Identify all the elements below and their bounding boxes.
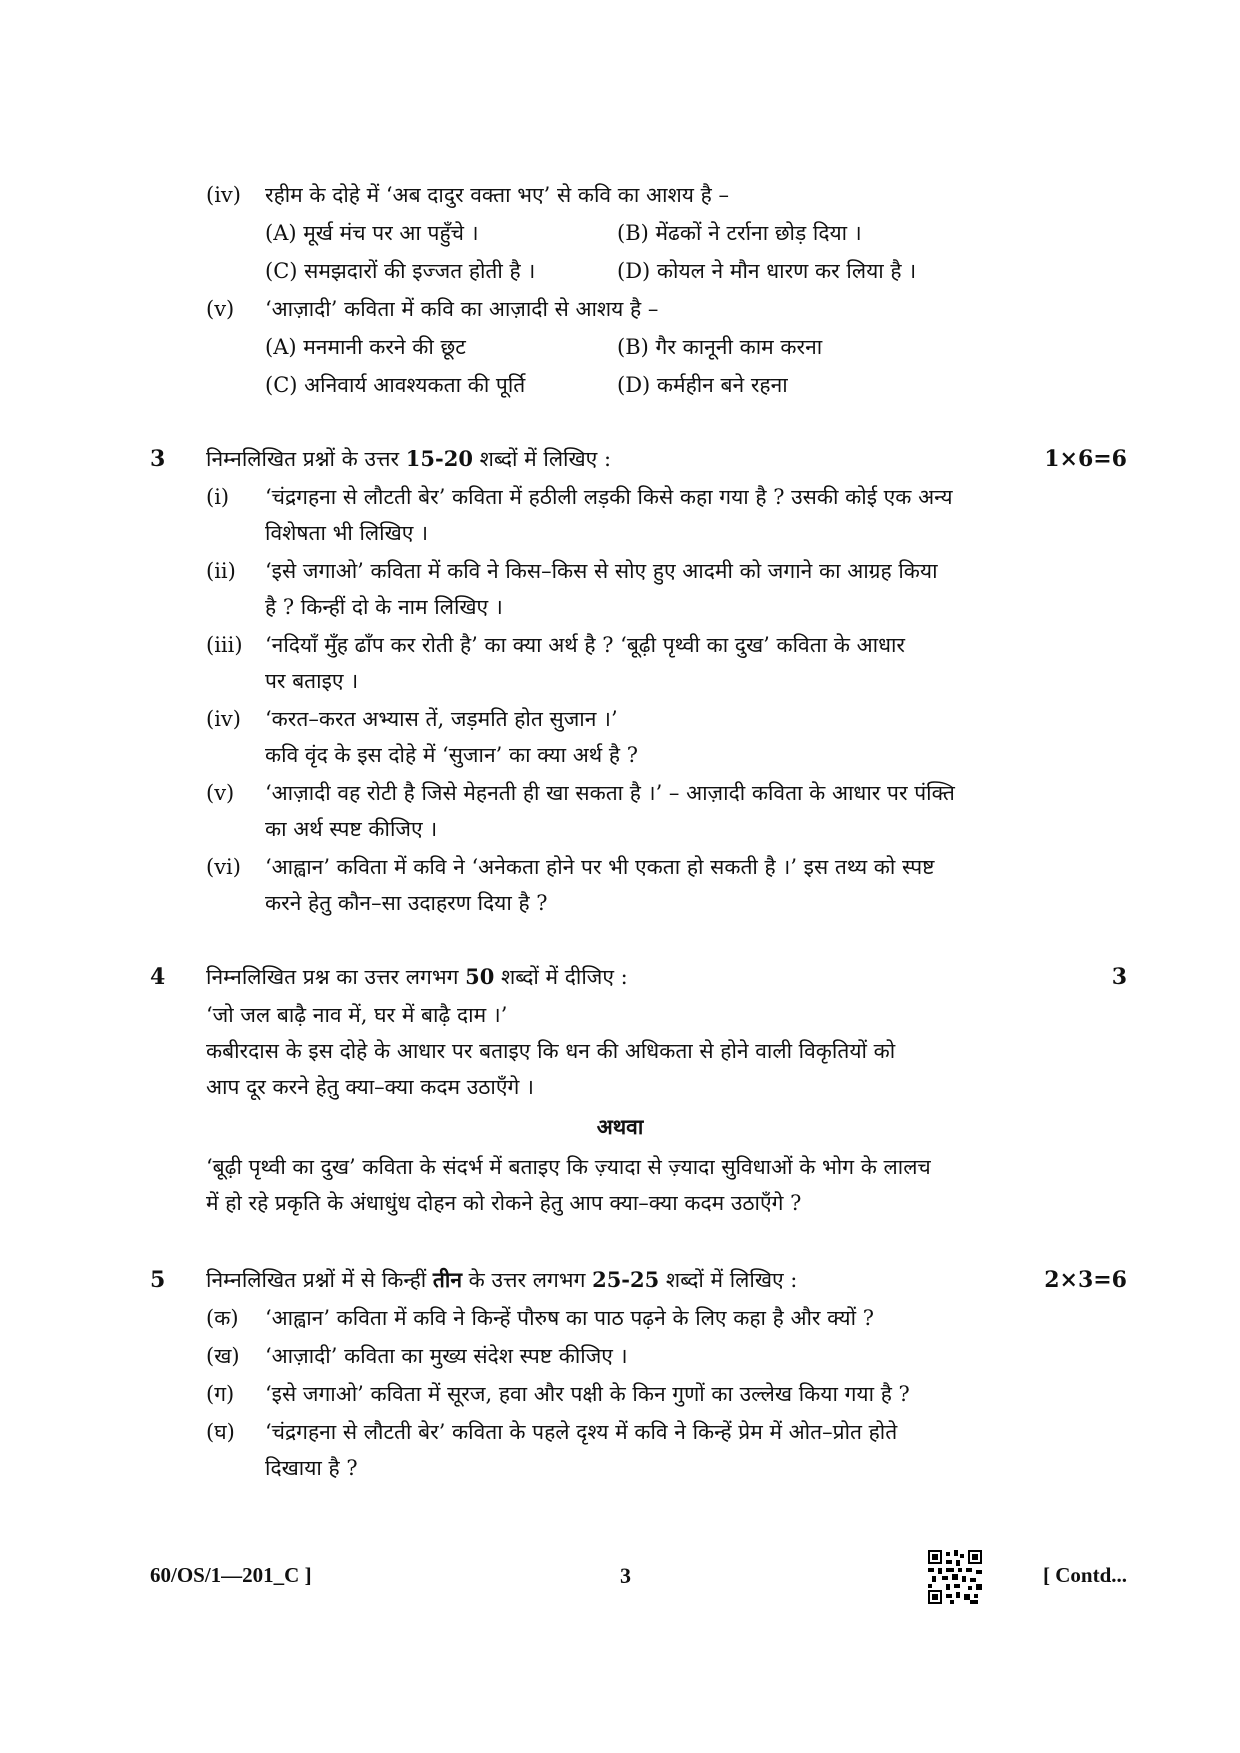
q5-instruction [206, 1266, 797, 1294]
q4-instruction [206, 963, 628, 991]
q2-iv-text: रहीम के दोहे में ‘अब दादुर वक्ता भए’ से कवि का आशय है – [265, 183, 729, 207]
q2-iv-option-a: (A) मूर्ख मंच पर आ पहुँचे । [265, 221, 479, 245]
q3-i-line2: विशेषता भी लिखिए । [265, 521, 429, 545]
q3-iv-line1: ‘करत–करत अभ्यास तें, जड़मति होत सुजान ।’ [265, 707, 618, 731]
q2-iv-option-b: (B) मेंढकों ने टर्राना छोड़ दिया । [617, 221, 862, 245]
continued-label: [ Contd... [1042, 1563, 1127, 1587]
q3-number: 3 [150, 446, 166, 472]
q5-instruction-post: शब्दों में लिखिए : [659, 1268, 798, 1292]
q3-ii-line2: है ? किन्हीं दो के नाम लिखिए । [265, 595, 503, 619]
q5-ka-number: (क) [206, 1306, 239, 1330]
q5-gha-line1: ‘चंद्रगहना से लौटती बेर’ कविता के पहले दृश्य में कवि ने किन्हें प्रेम में ओत–प्रोत होते [265, 1420, 898, 1444]
q3-instruction-post: शब्दों में लिखिए : [472, 447, 612, 471]
q4-or: अथवा [596, 1114, 644, 1139]
q3-instruction-pre: निम्नलिखित प्रश्नों के उत्तर [206, 447, 406, 471]
q3-i-line1: ‘चंद्रगहना से लौटती बेर’ कविता में हठीली लड़की किसे कहा गया है ? उसकी कोई एक अन्य [265, 485, 953, 509]
q4-instruction-post: शब्दों में दीजिए : [494, 965, 628, 989]
page-number: 3 [620, 1563, 631, 1588]
q2-v-option-d: (D) कर्महीन बने रहना [617, 373, 788, 397]
q3-v-line1: ‘आज़ादी वह रोटी है जिसे मेहनती ही खा सकता है ।’ – आज़ादी कविता के आधार पर पंक्ति [265, 781, 955, 805]
q5-ga-number: (ग) [206, 1382, 235, 1406]
q2-v-number: (v) [206, 297, 235, 321]
q3-marks: 1×6=6 [1044, 446, 1127, 472]
q5-instruction-mid: के उत्तर लगभग [461, 1268, 593, 1292]
q5-gha-number: (घ) [206, 1420, 235, 1444]
q3-ii-number: (ii) [206, 559, 236, 583]
q4-line3: आप दूर करने हेतु क्या–क्या कदम उठाएँगे । [206, 1075, 534, 1099]
q3-v-line2: का अर्थ स्पष्ट कीजिए । [265, 817, 438, 841]
q3-word-count: 15-20 [405, 446, 473, 471]
q4-instruction-pre: निम्नलिखित प्रश्न का उत्तर लगभग [206, 965, 466, 989]
q3-iii-line2: पर बताइए । [265, 669, 359, 693]
q3-vi-line1: ‘आह्वान’ कविता में कवि ने ‘अनेकता होने पर भी एकता हो सकती है ।’ इस तथ्य को स्पष्ट [265, 855, 935, 879]
q5-kha-text: ‘आज़ादी’ कविता का मुख्य संदेश स्पष्ट कीजिए । [265, 1344, 628, 1368]
q5-instruction-pre: निम्नलिखित प्रश्नों में से किन्हीं [206, 1268, 433, 1292]
q4-couplet: ‘जो जल बाढ़ै नाव में, घर में बाढ़ै दाम ।’ [206, 1003, 508, 1027]
q3-vi-number: (vi) [206, 855, 241, 879]
q4-alt-line1: ‘बूढ़ी पृथ्वी का दुख’ कविता के संदर्भ में बताइए कि ज़्यादा से ज़्यादा सुविधाओं के भोग के लालच [206, 1155, 931, 1179]
q2-v-option-c: (C) अनिवार्य आवश्यकता की पूर्ति [265, 373, 526, 397]
q3-i-number: (i) [206, 485, 230, 509]
q2-iv-option-c: (C) समझदारों की इज्जत होती है । [265, 259, 536, 283]
q5-ga-text: ‘इसे जगाओ’ कविता में सूरज, हवा और पक्षी के किन गुणों का उल्लेख किया गया है ? [265, 1382, 910, 1406]
q5-ka-text: ‘आह्वान’ कविता में कवि ने किन्हें पौरुष का पाठ पढ़ने के लिए कहा है और क्यों ? [265, 1306, 874, 1330]
q4-line2: कबीरदास के इस दोहे के आधार पर बताइए कि धन की अधिकता से होने वाली विकृतियों को [206, 1039, 896, 1063]
q2-iv-option-d: (D) कोयल ने मौन धारण कर लिया है । [617, 259, 917, 283]
q3-v-number: (v) [206, 781, 235, 805]
q5-word-count: 25-25 [592, 1267, 660, 1292]
q2-v-option-a: (A) मनमानी करने की छूट [265, 335, 466, 359]
qr-code-icon [928, 1550, 982, 1604]
q4-word-count: 50 [465, 964, 495, 989]
q3-iv-line2: कवि वृंद के इस दोहे में ‘सुजान’ का क्या अर्थ है ? [265, 743, 638, 767]
q5-gha-line2: दिखाया है ? [265, 1456, 358, 1480]
q5-number: 5 [150, 1267, 166, 1293]
q4-alt-line2: में हो रहे प्रकृति के अंधाधुंध दोहन को रोकने हेतु आप क्या–क्या कदम उठाएँगे ? [206, 1191, 802, 1215]
paper-code: 60/OS/1—201_C ] [150, 1563, 312, 1587]
q3-iii-line1: ‘नदियाँ मुँह ढाँप कर रोती है’ का क्या अर्थ है ? ‘बूढ़ी पृथ्वी का दुख’ कविता के आधार [265, 633, 906, 657]
q2-v-text: ‘आज़ादी’ कविता में कवि का आज़ादी से आशय है – [265, 297, 659, 321]
q5-kha-number: (ख) [206, 1344, 240, 1368]
q5-count: तीन [432, 1267, 462, 1292]
q2-iv-number: (iv) [206, 183, 241, 207]
q3-iv-number: (iv) [206, 707, 241, 731]
q2-v-option-b: (B) गैर कानूनी काम करना [617, 335, 823, 359]
q3-instruction [206, 445, 611, 473]
q3-vi-line2: करने हेतु कौन–सा उदाहरण दिया है ? [265, 891, 548, 915]
q3-iii-number: (iii) [206, 633, 243, 657]
q3-ii-line1: ‘इसे जगाओ’ कविता में कवि ने किस–किस से सोए हुए आदमी को जगाने का आग्रह किया [265, 559, 938, 583]
q4-number: 4 [150, 964, 166, 990]
q5-marks: 2×3=6 [1044, 1267, 1127, 1293]
q4-marks: 3 [1111, 964, 1127, 990]
